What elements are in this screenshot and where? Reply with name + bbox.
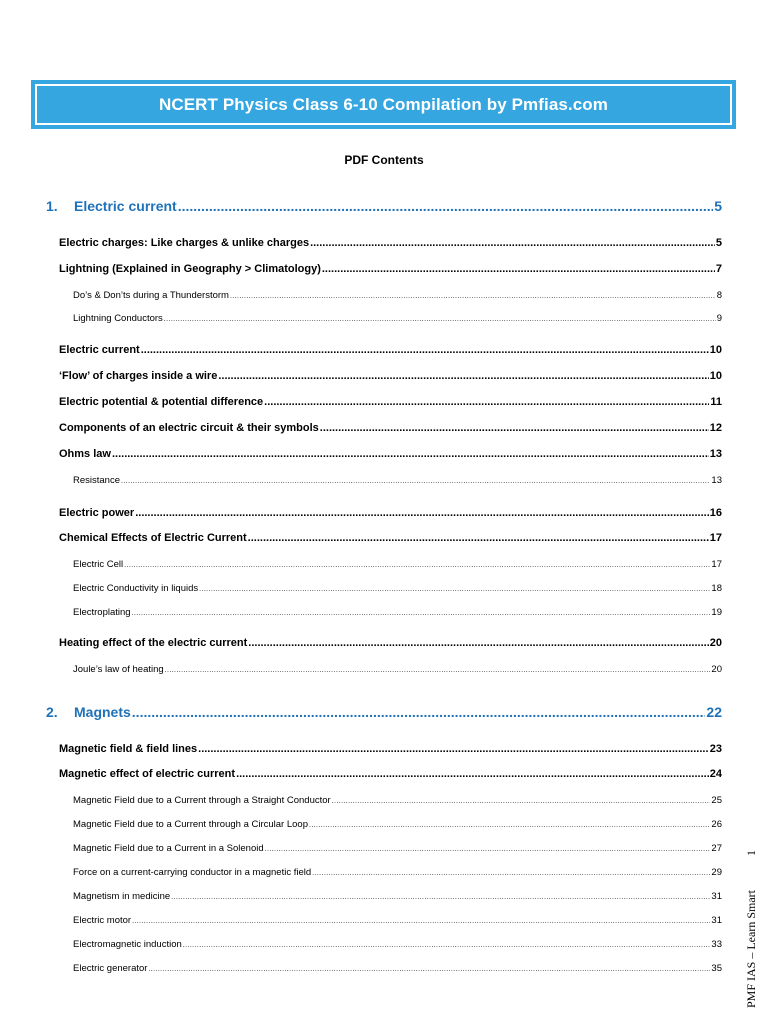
toc-page-number: 23 (709, 743, 722, 755)
toc-entry[interactable] (59, 532, 722, 544)
toc-leader-dots (264, 396, 709, 408)
toc-entry[interactable] (73, 891, 722, 902)
toc-entry-title: Magnetic effect of electric current (59, 768, 236, 780)
toc-leader-dots (124, 562, 710, 569)
toc-entry[interactable] (73, 607, 722, 618)
toc-page-number: 17 (709, 532, 722, 544)
toc-entry-title: Magnetic field & field lines (59, 743, 198, 755)
document-title: NCERT Physics Class 6-10 Compilation by Pmfias.com (158, 94, 609, 114)
toc-entry[interactable] (59, 448, 722, 460)
toc-leader-dots (112, 448, 709, 460)
toc-leader-dots (183, 942, 711, 949)
contents-heading: PDF Contents (344, 153, 424, 167)
toc-leader-dots (230, 293, 716, 300)
toc-leader-dots (310, 237, 715, 249)
toc-entry-title: Force on a current-carrying conductor in a magnetic field (73, 867, 312, 878)
toc-page-number: 5 (715, 237, 722, 249)
toc-leader-dots (132, 610, 711, 617)
toc-entry[interactable] (59, 263, 722, 275)
toc-entry-title: Components of an electric circuit & their symbols (59, 422, 319, 434)
toc-page-number: 10 (709, 344, 722, 356)
toc-page-number: 7 (715, 263, 722, 275)
toc-page-number: 5 (714, 198, 722, 214)
toc-page-number: 22 (706, 704, 722, 720)
toc-entry[interactable] (73, 939, 722, 950)
toc-page-number: 29 (711, 867, 722, 878)
toc-entry[interactable] (46, 704, 722, 720)
toc-entry-title: Electric charges: Like charges & unlike charges (59, 237, 310, 249)
toc-leader-dots (148, 966, 710, 973)
toc-page-number: 9 (716, 313, 722, 324)
footer-brand-text: PMF IAS – Learn Smart (744, 890, 758, 1008)
toc-entry[interactable] (59, 768, 722, 780)
toc-page-number: 26 (711, 819, 722, 830)
side-footer (744, 850, 759, 1008)
toc-leader-dots (132, 918, 710, 925)
toc-entry[interactable] (73, 843, 722, 854)
toc-entry[interactable] (59, 637, 722, 649)
toc-entry-title: Do’s & Don’ts during a Thunderstorm (73, 290, 229, 301)
toc-leader-dots (309, 822, 710, 829)
toc-entry[interactable] (73, 795, 722, 806)
toc-entry-title: Magnetic Field due to a Current through a Straight Conductor (73, 795, 331, 806)
toc-leader-dots (236, 768, 709, 780)
toc-entry-title: Electroplating (73, 607, 131, 618)
toc-leader-dots (265, 846, 711, 853)
toc-entry[interactable] (73, 664, 722, 675)
toc-leader-dots (178, 198, 713, 214)
toc-page-number: 35 (711, 963, 722, 974)
toc-entry-title: Electric current (59, 344, 140, 356)
toc-entry[interactable] (73, 867, 722, 878)
toc-entry-title: Lightning (Explained in Geography > Climatology) (59, 263, 321, 275)
toc-page-number: 13 (709, 448, 722, 460)
toc-entry[interactable] (73, 290, 722, 301)
toc-leader-dots (218, 370, 708, 382)
toc-entry-title: Electric generator (73, 963, 148, 974)
toc-entry[interactable] (59, 422, 722, 434)
toc-entry[interactable] (59, 396, 722, 408)
toc-entry-title: Chemical Effects of Electric Current (59, 532, 247, 544)
toc-chapter-number: 1. (46, 198, 58, 214)
toc-leader-dots (141, 344, 709, 356)
toc-entry-title: Electric potential & potential difference (59, 396, 264, 408)
toc-leader-dots (312, 870, 710, 877)
toc-page-number: 13 (711, 475, 722, 486)
toc-page-number: 18 (711, 583, 722, 594)
toc-leader-dots (198, 743, 709, 755)
toc-entry[interactable] (73, 915, 722, 926)
toc-entry-title: Ohms law (59, 448, 111, 460)
toc-entry[interactable] (59, 507, 722, 519)
toc-leader-dots (332, 798, 711, 805)
toc-entry-title: Electric motor (73, 915, 132, 926)
toc-page-number: 17 (711, 559, 722, 570)
toc-entry[interactable] (73, 963, 722, 974)
toc-entry-title: ‘Flow’ of charges inside a wire (59, 370, 218, 382)
toc-entry-title: Resistance (73, 475, 120, 486)
toc-leader-dots (322, 263, 715, 275)
toc-leader-dots (248, 532, 709, 544)
toc-entry-title: Heating effect of the electric current (59, 637, 248, 649)
toc-entry[interactable] (73, 475, 722, 486)
toc-entry[interactable] (59, 344, 722, 356)
toc-entry-title: Electric power (59, 507, 135, 519)
toc-leader-dots (164, 316, 716, 323)
toc-leader-dots (121, 478, 710, 485)
footer-page-number: 1 (744, 850, 758, 856)
toc-entry-title: Electric Cell (73, 559, 124, 570)
toc-leader-dots (165, 667, 711, 674)
toc-entry[interactable] (73, 313, 722, 324)
toc-entry[interactable] (59, 370, 722, 382)
toc-entry-title: Electric Conductivity in liquids (73, 583, 199, 594)
toc-entry-title: Magnets (74, 704, 131, 720)
toc-page-number: 24 (709, 768, 722, 780)
toc-page-number: 11 (710, 396, 722, 408)
toc-entry-title: Electric current (74, 198, 177, 214)
toc-leader-dots (248, 637, 708, 649)
toc-page-number: 33 (711, 939, 722, 950)
toc-entry-title: Magnetism in medicine (73, 891, 171, 902)
toc-page-number: 20 (711, 664, 722, 675)
toc-page-number: 20 (709, 637, 722, 649)
toc-leader-dots (135, 507, 709, 519)
toc-page-number: 10 (709, 370, 722, 382)
toc-entry-title: Magnetic Field due to a Current in a Solenoid (73, 843, 264, 854)
toc-leader-dots (132, 704, 706, 720)
toc-leader-dots (320, 422, 709, 434)
toc-leader-dots (171, 894, 710, 901)
toc-entry[interactable] (59, 237, 722, 249)
toc-leader-dots (199, 586, 710, 593)
toc-page-number: 25 (711, 795, 722, 806)
toc-entry[interactable] (59, 743, 722, 755)
toc-entry-title: Lightning Conductors (73, 313, 163, 324)
toc-page-number: 31 (711, 891, 722, 902)
toc-entry[interactable] (46, 198, 722, 214)
toc-entry-title: Joule’s law of heating (73, 664, 164, 675)
toc-chapter-label (46, 704, 131, 720)
toc-page-number: 16 (709, 507, 722, 519)
toc-page-number: 12 (709, 422, 722, 434)
toc-entry[interactable] (73, 559, 722, 570)
toc-page-number: 27 (711, 843, 722, 854)
toc-entry[interactable] (73, 583, 722, 594)
toc-page-number: 8 (716, 290, 722, 301)
toc-entry[interactable] (73, 819, 722, 830)
toc-chapter-number: 2. (46, 704, 58, 720)
toc-entry-title: Electromagnetic induction (73, 939, 182, 950)
toc-entry-title: Magnetic Field due to a Current through a Circular Loop (73, 819, 308, 830)
toc-page-number: 19 (711, 607, 722, 618)
toc-chapter-label (46, 198, 177, 214)
toc-page-number: 31 (711, 915, 722, 926)
